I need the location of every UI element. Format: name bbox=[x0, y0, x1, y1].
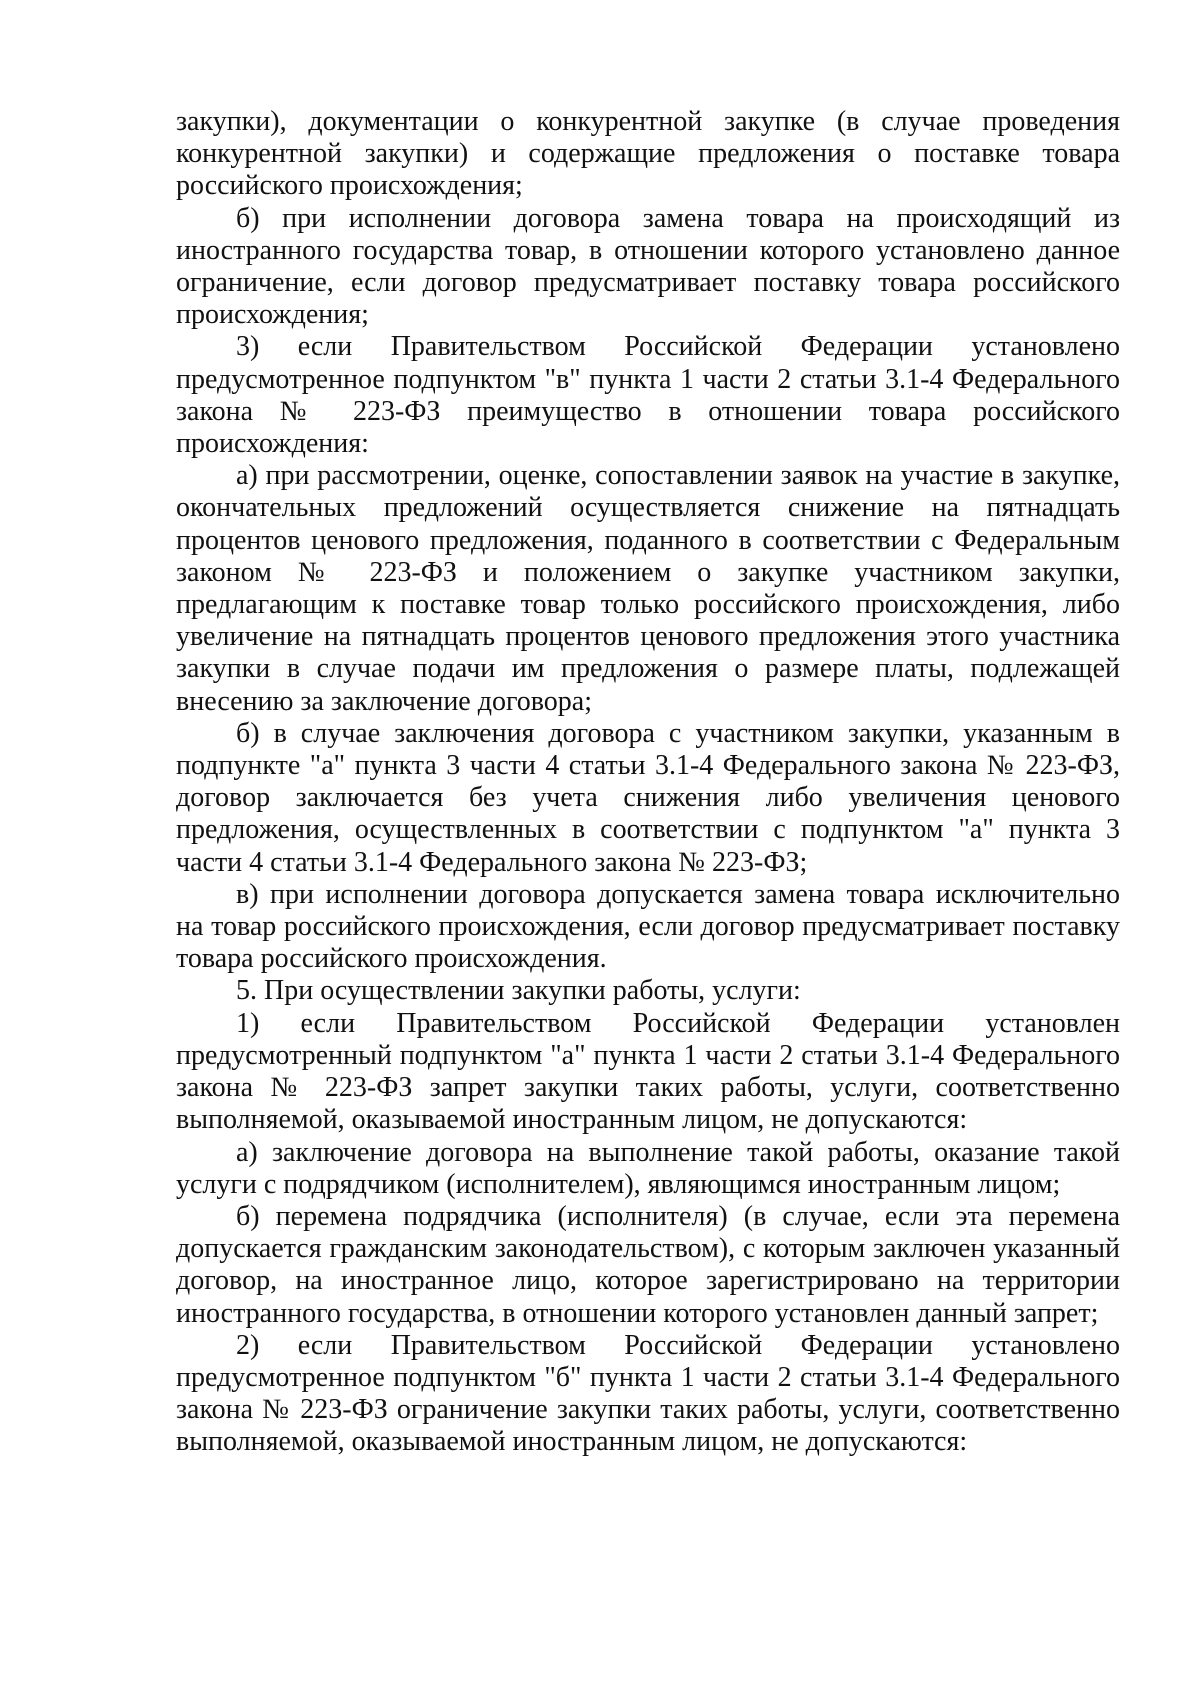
paragraph-5-2: 2) если Правительством Российской Федерации установлено предусмотренное подпунктом "б" пункта 1 части 2 статьи 3.1-4 Федерального закона № 223-ФЗ ограничение закупки таких работы, услуги, соответственно выполняемой, оказываемой иностранным лицом, не допускаются: bbox=[176, 1329, 1120, 1458]
section-5-heading: 5. При осуществлении закупки работы, услуги: bbox=[236, 975, 801, 1007]
paragraph-5-1-a: а) заключение договора на выполнение такой работы, оказание такой услуги с подрядчиком (исполнителем), являющимся иностранным лицом; bbox=[176, 1136, 1120, 1200]
paragraph-5-1: 1) если Правительством Российской Федерации установлен предусмотренный подпунктом "а" пункта 1 части 2 статьи 3.1-4 Федерального закона № 223-ФЗ запрет закупки таких работы, услуги, соответственно выполняемой, оказываемой иностранным лицом, не допускаются: bbox=[176, 1007, 1120, 1136]
document-body bbox=[176, 106, 1120, 1459]
paragraph-4-3-v: в) при исполнении договора допускается замена товара исключительно на товар российского происхождения, если договор предусматривает поставку товара российского происхождения. bbox=[176, 878, 1120, 975]
paragraph-4-3: 3) если Правительством Российской Федерации установлено предусмотренное подпунктом "в" пункта 1 части 2 статьи 3.1-4 Федерального закона № 223-ФЗ преимущество в отношении товара российского происхождения: bbox=[176, 331, 1120, 460]
paragraph-4-3-a: а) при рассмотрении, оценке, сопоставлении заявок на участие в закупке, окончательных предложений осуществляется снижение на пятнадцать процентов ценового предложения, поданного в соответствии с Федеральным законом № 223-ФЗ и положением о закупке участником закупки, предлагающим к поставке товар только российского происхождения, либо увеличение на пятнадцать процентов ценового предложения этого участника закупки в случае подачи им предложения о размере платы, подлежащей внесению за заключение договора; bbox=[176, 460, 1120, 717]
paragraph-4-3-b: б) в случае заключения договора с участником закупки, указанным в подпункте "а" пункта 3 части 4 статьи 3.1-4 Федерального закона № 223-ФЗ, договор заключается без учета снижения либо увеличения ценового предложения, осуществленных в соответствии с подпунктом "а" пункта 3 части 4 статьи 3.1-4 Федерального закона № 223-ФЗ; bbox=[176, 717, 1120, 878]
paragraph-continuation: закупки), документации о конкурентной закупке (в случае проведения конкурентной закупки) и содержащие предложения о поставке товара российского происхождения; bbox=[176, 106, 1120, 202]
paragraph-4-2-b: б) при исполнении договора замена товара на происходящий из иностранного государства товар, в отношении которого установлено данное ограничение, если договор предусматривает поставку товара российского происхождения; bbox=[176, 202, 1120, 331]
paragraph-5-1-b: б) перемена подрядчика (исполнителя) (в случае, если эта перемена допускается гражданским законодательством), с которым заключен указанный договор, на иностранное лицо, которое зарегистрировано на территории иностранного государства, в отношении которого установлен данный запрет; bbox=[176, 1200, 1120, 1329]
